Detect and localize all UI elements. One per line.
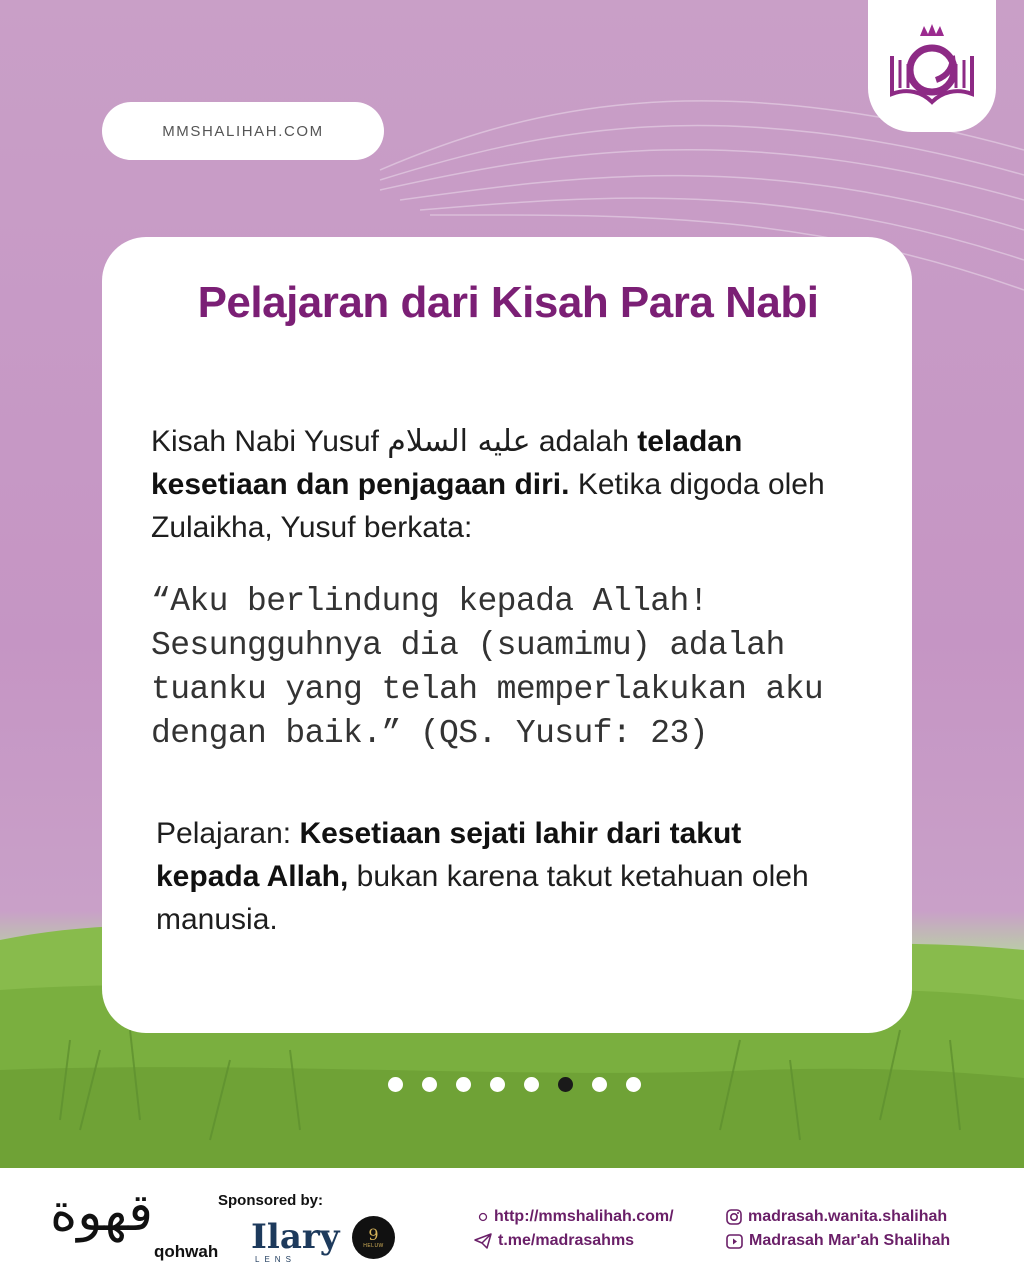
telegram-link[interactable] [474,1232,634,1250]
youtube-icon [726,1234,743,1249]
site-url-pill[interactable] [102,102,384,160]
youtube-link[interactable] [726,1232,950,1250]
pagination-dot[interactable] [592,1077,607,1092]
pagination-dot[interactable] [524,1077,539,1092]
instagram-link[interactable] [726,1208,947,1226]
sponsored-label: Sponsored by: [218,1192,324,1209]
instagram-icon [726,1209,742,1225]
sponsor-ilary-sub: LENS [255,1255,296,1264]
sponsor-logo-ilary: Ilary [251,1217,340,1257]
pagination-dot[interactable] [558,1077,573,1092]
quote-line: “Aku berlindung kepada Allah! [151,583,708,620]
website-text: http://mmshalihah.com/ [494,1208,674,1225]
pagination-dot[interactable] [388,1077,403,1092]
youtube-text: Madrasah Mar'ah Shalihah [749,1232,951,1249]
intro-text-3: Ketika digoda oleh Zulaikha, Yusuf berkata: [151,468,825,544]
quote-line: Sesungguhnya dia (suamimu) adalah [151,627,785,664]
telegram-icon [474,1233,492,1249]
lesson-rest: bukan karena takut ketahuan oleh manusia. [156,860,809,936]
quote-block [151,580,891,756]
pagination-dot[interactable] [422,1077,437,1092]
sponsor-name-qohwah: qohwah [154,1242,219,1261]
quote-line: tuanku yang telah memperlakukan aku [151,671,824,708]
intro-text-1: Kisah Nabi Yusuf [151,425,388,458]
quote-line: dengan baik.” (QS. Yusuf: 23) [151,715,708,752]
lesson-bold: Kesetiaan sejati lahir dari takut kepada Allah, [156,817,742,893]
pagination-dot[interactable] [490,1077,505,1092]
logo-tab [868,0,996,132]
card-title: Pelajaran dari Kisah Para Nabi [197,278,819,327]
heluw-glyph: 9 [368,1224,379,1244]
instagram-text: madrasah.wanita.shalihah [748,1208,948,1225]
pagination-dot[interactable] [626,1077,641,1092]
sponsor-logo-heluw [352,1216,395,1259]
intro-paragraph [151,420,851,549]
lesson-label: Pelajaran: [156,817,300,850]
intro-text-2: adalah [530,425,638,458]
intro-arabic: عليه السلام [387,424,531,459]
globe-icon [478,1212,488,1222]
logo-crown-book-icon [878,18,986,114]
lesson-paragraph [156,812,836,941]
pagination-dot[interactable] [456,1077,471,1092]
telegram-text: t.me/madrasahms [498,1232,635,1249]
heluw-text: HELUW [363,1242,384,1249]
sponsor-logo-qohwah: قهوة [50,1183,153,1243]
website-link[interactable] [478,1208,674,1226]
intro-bold: teladan kesetiaan dan penjagaan diri. [151,425,743,501]
site-url-text: MMSHALIHAH.COM [162,122,324,140]
pagination-dots [388,1077,641,1092]
